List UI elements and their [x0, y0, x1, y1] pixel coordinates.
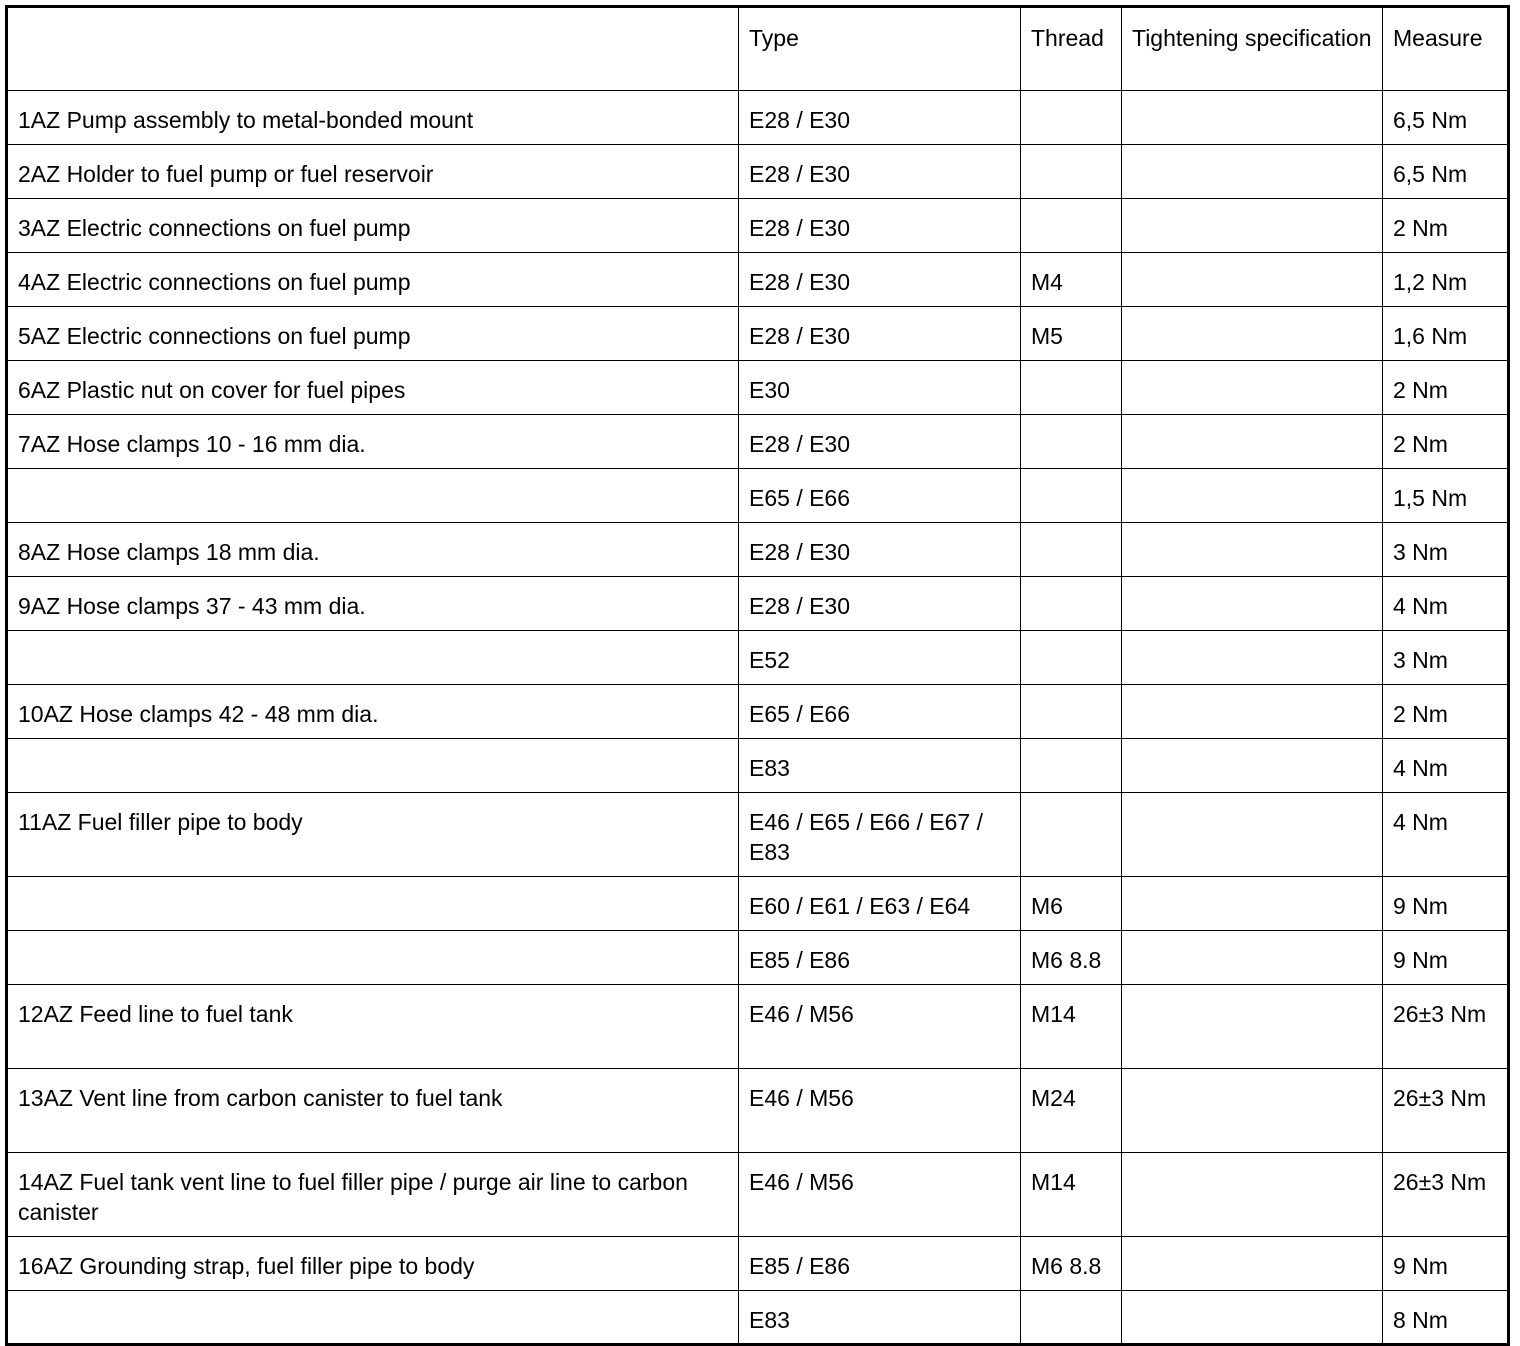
header-description [7, 7, 739, 91]
header-row [7, 7, 1509, 91]
cell-measure: 1,2 Nm [1383, 253, 1509, 307]
cell-type: E52 [739, 631, 1021, 685]
table-row [7, 1069, 1509, 1153]
table-row [7, 685, 1509, 739]
cell-description [7, 739, 739, 793]
cell-tightening [1122, 199, 1383, 253]
table-row [7, 361, 1509, 415]
cell-thread: M14 [1021, 985, 1122, 1069]
cell-type: E28 / E30 [739, 199, 1021, 253]
cell-measure: 6,5 Nm [1383, 145, 1509, 199]
cell-thread [1021, 631, 1122, 685]
cell-thread: M6 8.8 [1021, 931, 1122, 985]
cell-description: 2AZ Holder to fuel pump or fuel reservoir [7, 145, 739, 199]
cell-measure: 1,5 Nm [1383, 469, 1509, 523]
cell-measure: 2 Nm [1383, 415, 1509, 469]
cell-description: 4AZ Electric connections on fuel pump [7, 253, 739, 307]
cell-measure: 26±3 Nm [1383, 1069, 1509, 1153]
table-row [7, 739, 1509, 793]
cell-measure: 9 Nm [1383, 931, 1509, 985]
cell-thread: M5 [1021, 307, 1122, 361]
cell-type: E28 / E30 [739, 253, 1021, 307]
table-row [7, 931, 1509, 985]
cell-tightening [1122, 931, 1383, 985]
cell-thread: M6 8.8 [1021, 1237, 1122, 1291]
cell-measure: 3 Nm [1383, 631, 1509, 685]
cell-measure: 9 Nm [1383, 1237, 1509, 1291]
header-type: Type [739, 7, 1021, 91]
cell-tightening [1122, 1237, 1383, 1291]
table-row [7, 199, 1509, 253]
cell-type: E28 / E30 [739, 307, 1021, 361]
cell-thread: M14 [1021, 1153, 1122, 1237]
cell-type: E28 / E30 [739, 523, 1021, 577]
cell-tightening [1122, 361, 1383, 415]
cell-description [7, 931, 739, 985]
cell-measure: 2 Nm [1383, 685, 1509, 739]
cell-thread [1021, 1291, 1122, 1345]
cell-description: 1AZ Pump assembly to metal-bonded mount [7, 91, 739, 145]
table-header [7, 7, 1509, 91]
cell-tightening [1122, 1153, 1383, 1237]
table-row [7, 253, 1509, 307]
cell-thread [1021, 361, 1122, 415]
cell-measure: 3 Nm [1383, 523, 1509, 577]
cell-description: 13AZ Vent line from carbon canister to fuel tank [7, 1069, 739, 1153]
cell-thread [1021, 199, 1122, 253]
table-row [7, 877, 1509, 931]
torque-spec-table [5, 5, 1510, 1346]
cell-type: E83 [739, 1291, 1021, 1345]
cell-type: E83 [739, 739, 1021, 793]
cell-description: 16AZ Grounding strap, fuel filler pipe to body [7, 1237, 739, 1291]
cell-measure: 2 Nm [1383, 199, 1509, 253]
cell-measure: 6,5 Nm [1383, 91, 1509, 145]
table-row [7, 307, 1509, 361]
cell-description: 3AZ Electric connections on fuel pump [7, 199, 739, 253]
cell-thread [1021, 739, 1122, 793]
cell-type: E46 / E65 / E66 / E67 / E83 [739, 793, 1021, 877]
cell-tightening [1122, 685, 1383, 739]
cell-type: E28 / E30 [739, 91, 1021, 145]
cell-thread [1021, 415, 1122, 469]
table-row [7, 985, 1509, 1069]
cell-description: 14AZ Fuel tank vent line to fuel filler pipe / purge air line to carbon canister [7, 1153, 739, 1237]
table-row [7, 577, 1509, 631]
cell-tightening [1122, 523, 1383, 577]
cell-thread: M4 [1021, 253, 1122, 307]
cell-thread [1021, 793, 1122, 877]
cell-tightening [1122, 91, 1383, 145]
cell-tightening [1122, 577, 1383, 631]
cell-description: 12AZ Feed line to fuel tank [7, 985, 739, 1069]
table-body [7, 91, 1509, 1345]
cell-description [7, 469, 739, 523]
cell-type: E28 / E30 [739, 415, 1021, 469]
table-row [7, 631, 1509, 685]
cell-description [7, 1291, 739, 1345]
cell-tightening [1122, 253, 1383, 307]
cell-type: E46 / M56 [739, 1069, 1021, 1153]
cell-thread [1021, 145, 1122, 199]
table-row [7, 145, 1509, 199]
cell-type: E30 [739, 361, 1021, 415]
cell-measure: 4 Nm [1383, 793, 1509, 877]
cell-measure: 4 Nm [1383, 577, 1509, 631]
cell-thread [1021, 577, 1122, 631]
cell-description: 11AZ Fuel filler pipe to body [7, 793, 739, 877]
cell-thread [1021, 469, 1122, 523]
cell-tightening [1122, 793, 1383, 877]
cell-type: E85 / E86 [739, 931, 1021, 985]
cell-measure: 26±3 Nm [1383, 1153, 1509, 1237]
cell-description [7, 631, 739, 685]
cell-measure: 4 Nm [1383, 739, 1509, 793]
cell-description: 8AZ Hose clamps 18 mm dia. [7, 523, 739, 577]
cell-thread [1021, 91, 1122, 145]
cell-description: 6AZ Plastic nut on cover for fuel pipes [7, 361, 739, 415]
cell-description: 10AZ Hose clamps 42 - 48 mm dia. [7, 685, 739, 739]
cell-description [7, 877, 739, 931]
cell-tightening [1122, 1291, 1383, 1345]
table-row [7, 1153, 1509, 1237]
cell-description: 7AZ Hose clamps 10 - 16 mm dia. [7, 415, 739, 469]
cell-type: E46 / M56 [739, 1153, 1021, 1237]
cell-description: 5AZ Electric connections on fuel pump [7, 307, 739, 361]
cell-tightening [1122, 145, 1383, 199]
table-row [7, 793, 1509, 877]
table-row [7, 469, 1509, 523]
cell-description: 9AZ Hose clamps 37 - 43 mm dia. [7, 577, 739, 631]
cell-tightening [1122, 877, 1383, 931]
cell-type: E46 / M56 [739, 985, 1021, 1069]
cell-measure: 26±3 Nm [1383, 985, 1509, 1069]
cell-type: E60 / E61 / E63 / E64 [739, 877, 1021, 931]
cell-type: E85 / E86 [739, 1237, 1021, 1291]
table-row [7, 1291, 1509, 1345]
cell-type: E28 / E30 [739, 577, 1021, 631]
cell-measure: 2 Nm [1383, 361, 1509, 415]
table-row [7, 1237, 1509, 1291]
cell-thread: M24 [1021, 1069, 1122, 1153]
cell-tightening [1122, 469, 1383, 523]
cell-type: E28 / E30 [739, 145, 1021, 199]
cell-measure: 8 Nm [1383, 1291, 1509, 1345]
cell-thread: M6 [1021, 877, 1122, 931]
cell-tightening [1122, 631, 1383, 685]
header-tightening-specification: Tightening specification [1122, 7, 1383, 91]
cell-thread [1021, 685, 1122, 739]
cell-measure: 9 Nm [1383, 877, 1509, 931]
cell-type: E65 / E66 [739, 685, 1021, 739]
cell-thread [1021, 523, 1122, 577]
header-measure: Measure [1383, 7, 1509, 91]
cell-tightening [1122, 985, 1383, 1069]
header-thread: Thread [1021, 7, 1122, 91]
cell-type: E65 / E66 [739, 469, 1021, 523]
table-row [7, 91, 1509, 145]
cell-tightening [1122, 307, 1383, 361]
cell-measure: 1,6 Nm [1383, 307, 1509, 361]
cell-tightening [1122, 739, 1383, 793]
cell-tightening [1122, 415, 1383, 469]
cell-tightening [1122, 1069, 1383, 1153]
table-row [7, 523, 1509, 577]
table-row [7, 415, 1509, 469]
